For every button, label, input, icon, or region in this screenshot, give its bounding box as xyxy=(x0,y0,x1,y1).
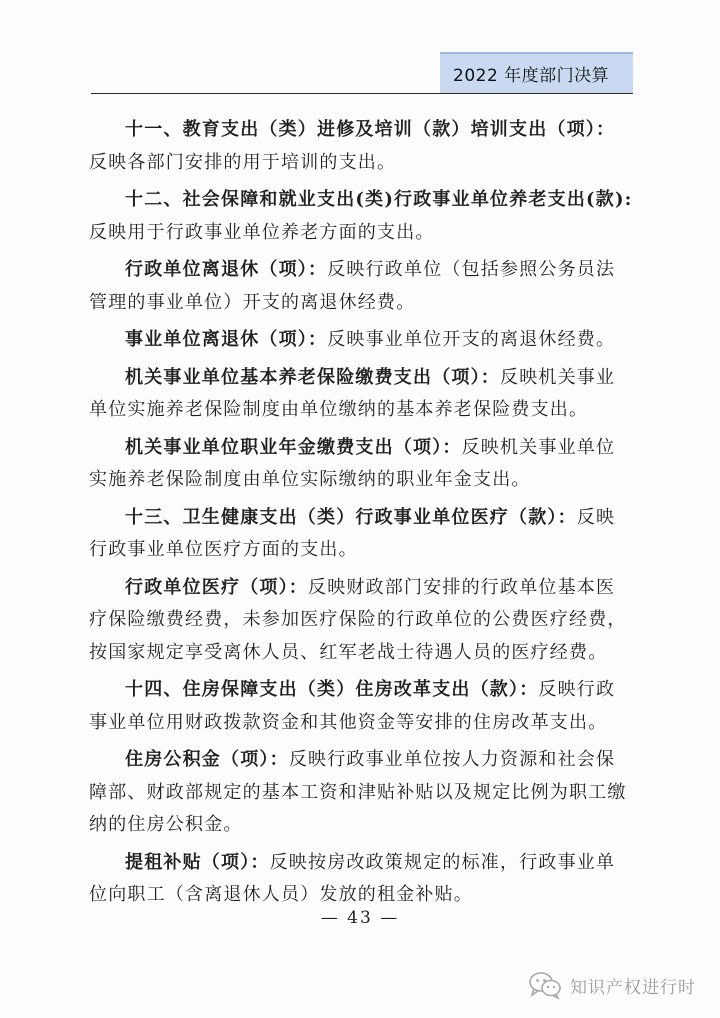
paragraph-text: 反映事业单位开支的离退休经费。 xyxy=(327,329,616,350)
paragraph-term: 十四、住房保障支出（类）住房改革支出（款）： xyxy=(125,679,539,700)
paragraph-term: 住房公积金（项）： xyxy=(125,749,289,770)
paragraph xyxy=(89,324,634,357)
paragraph-text: 反映机关事业单位实施养老保险制度由单位实际缴纳的职业年金支出。 xyxy=(89,436,616,490)
paragraph xyxy=(89,674,634,739)
wechat-icon xyxy=(528,970,562,1000)
paragraph-text: 反映用于行政事业单位养老方面的支出。 xyxy=(89,221,435,243)
header-rule xyxy=(91,93,633,94)
paragraph-term: 十一、教育支出（类）进修及培训（款）培训支出（项）： xyxy=(125,119,616,140)
paragraph-text: 反映行政事业单位医疗方面的支出。 xyxy=(89,506,616,560)
paragraph-text: 反映各部门安排的用于培训的支出。 xyxy=(89,151,397,173)
paragraph-text: 反映财政部门安排的行政单位基本医疗保险缴费经费，未参加医疗保险的行政单位的公费医疗经费，按国家规定享受离休人员、红军老战士待遇人员的医疗经费。 xyxy=(89,576,627,663)
paragraph-term: 提租补贴（项）： xyxy=(125,851,270,873)
paragraph xyxy=(89,502,634,567)
paragraph xyxy=(89,114,634,179)
paragraph xyxy=(89,847,634,912)
paragraph-term: 十三、卫生健康支出（类）行政事业单位医疗（款）： xyxy=(125,506,577,528)
paragraph xyxy=(89,432,634,497)
paragraph-text: 反映行政事业单位用财政拨款资金和其他资金等安排的住房改革支出。 xyxy=(89,679,616,733)
watermark-text: 知识产权进行时 xyxy=(570,977,696,998)
paragraph-term: 机关事业单位职业年金缴费支出（项）： xyxy=(125,436,462,458)
document-body xyxy=(89,114,634,917)
page-header-title: 2022 年度部门决算 xyxy=(453,66,610,86)
paragraph-term: 事业单位离退休（项）： xyxy=(125,329,328,350)
paragraph xyxy=(89,184,634,249)
paragraph-term: 十二、社会保障和就业支出(类)行政事业单位养老支出(款): xyxy=(125,189,633,210)
paragraph-term: 机关事业单位基本养老保险缴费支出（项）： xyxy=(125,366,500,388)
page-number: — 43 — xyxy=(320,908,400,928)
paragraph-text: 反映行政事业单位按人力资源和社会保障部、财政部规定的基本工资和津贴补贴以及规定比例为职工缴纳的住房公积金。 xyxy=(89,749,627,835)
paragraph-text: 反映行政单位（包括参照公务员法管理的事业单位）开支的离退休经费。 xyxy=(89,259,616,313)
paragraph-term: 行政单位离退休（项）： xyxy=(125,259,328,280)
paragraph xyxy=(89,572,634,670)
watermark xyxy=(528,968,696,1002)
paragraph-term: 行政单位医疗（项）： xyxy=(125,576,308,598)
paragraph xyxy=(89,744,634,842)
paragraph-text: 反映按房改政策规定的标准，行政事业单位向职工（含离退休人员）发放的租金补贴。 xyxy=(89,851,616,905)
paragraph-text: 反映机关事业单位实施养老保险制度由单位缴纳的基本养老保险费支出。 xyxy=(89,366,616,420)
paragraph xyxy=(89,254,634,319)
paragraph xyxy=(89,362,634,427)
